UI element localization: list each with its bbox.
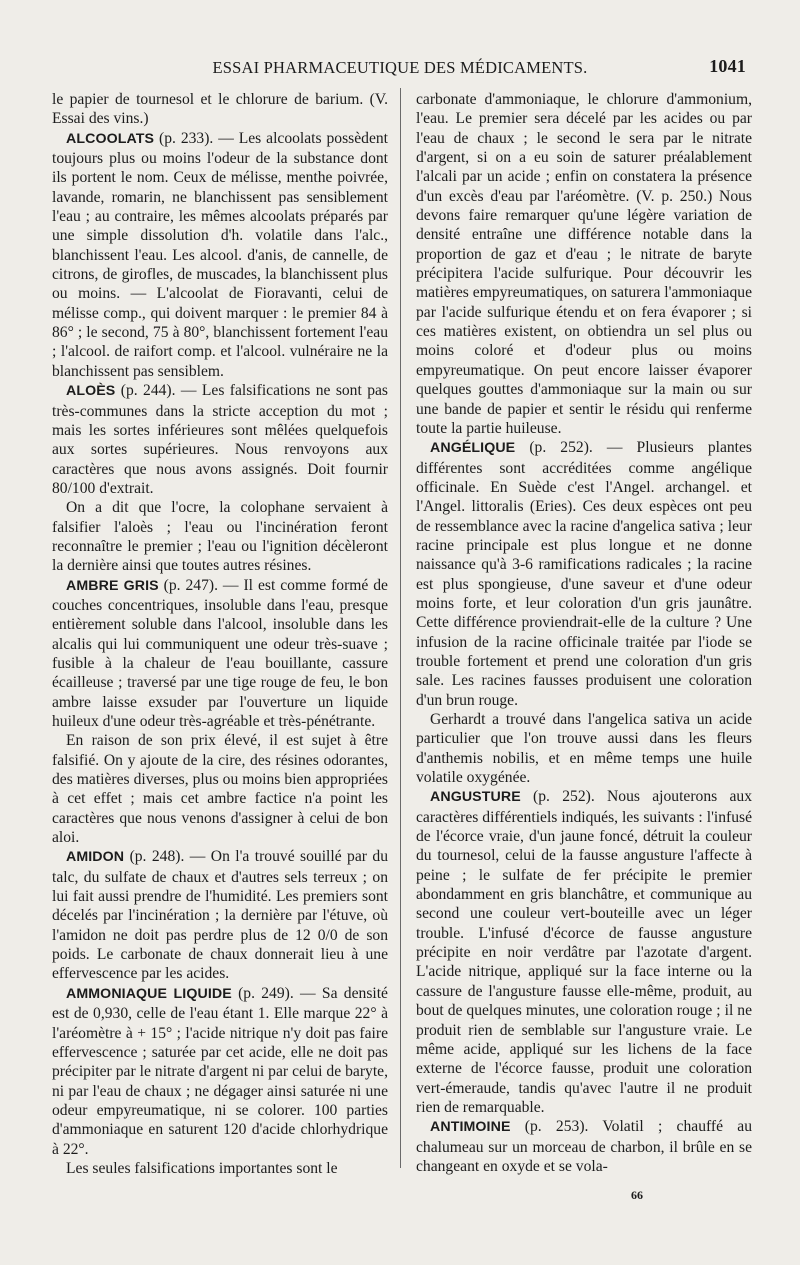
paragraph-text: (p. 252). Nous ajouterons aux caractères différentiels indiqués, les suivants : l'infusé de l'écorce vraie, d'un jaune foncé, détruit la couleur du tournesol, celui de la fausse angusture l'affecte à peine ; le sulfate de fer précipite le premier abondamment en gris blanchâtre, et communique au second une couleur vert-bouteille avec un léger trouble. L'infusé d'écorce de fausse angusture précipite en noir verdâtre par l'azotate d'argent. L'acide nitrique, appliqué sur la face interne ou la cassure de l'angusture fausse elle-même, produit, au bout de quelques minutes, une coloration rouge ; il ne produit rien de semblable sur l'angusture vraie. Le même acide, appliqué sur les lichens de la face externe de l'écorce fausse, produit une coloration vert-émeraude, tandis qu'avec l'autre il ne produit rien de remarquable. (416, 788, 752, 1116)
entry-heading: AMBRE GRIS (66, 577, 159, 594)
paragraph (52, 984, 388, 1159)
entry-heading: AMMONIAQUE LIQUIDE (66, 985, 232, 1002)
paragraph (416, 787, 752, 1117)
entry-heading: ANGUSTURE (430, 789, 521, 806)
page-number: 1041 (709, 56, 746, 76)
entry-heading: ALCOOLATS (66, 130, 155, 147)
paragraph (52, 381, 388, 498)
paragraph (52, 498, 388, 575)
paragraph-text: (p. 249). — Sa densité est de 0,930, celle de l'eau étant 1. Elle marque 22° à l'aréomètre à + 15° ; l'acide nitrique n'y doit pas faire effervescence ; saturée par cet acide, elle ne doit pas précipiter par le nitrate d'argent ni par celui de baryte, ni par l'eau de chaux ; ne dégager ainsi saturée ni une odeur empyreumatique, ni se colorer. 100 parties d'ammoniaque en saturent 120 d'acide chlorhydrique à 22°. (52, 984, 388, 1158)
paragraph (52, 1159, 388, 1178)
paragraph-text: (p. 248). — On l'a trouvé souillé par du talc, du sulfate de chaux et d'autres sels terreux ; on lui fait aussi prendre de l'humidité. Les premiers sont décelés par l'incinération ; la dernière par l'étuve, où l'amidon ne doit pas perdre plus de 12 0/0 de son poids. Le carbonate de chaux donnerait lieu à une effervescence par les acides. (52, 848, 388, 983)
paragraph-text: En raison de son prix élevé, il est sujet à être falsifié. On y ajoute de la cire, des résines odorantes, des matières diverses, plus ou moins bien appropriées à cet effet ; mais cet ambre factice n'a point les caractères que nous venons d'assigner à celui de bon aloi. (52, 732, 388, 847)
paragraph (416, 438, 752, 710)
header-title: ESSAI PHARMACEUTIQUE DES MÉDICAMENTS. (212, 58, 588, 77)
right-column (416, 90, 752, 1176)
paragraph-text: (p. 233). — Les alcoolats possèdent toujours plus ou moins l'odeur de la substance dont ils portent le nom. Ceux de mélisse, menthe poivrée, lavande, romarin, ne blanchissent pas sensiblement l'eau ; au contraire, les mêmes alcoolats préparés par une simple dissolution d'h. volatile dans l'alc., blanchissent l'eau. Les alcool. d'anis, de cannelle, de citrons, de girofles, de muscades, la blanchissent plus ou moins. — L'alcoolat de Fioravanti, celui de mélisse comp., qui doivent marquer : le premier 84 à 86° ; le second, 75 à 80°, blanchissent fortement l'eau ; l'alcool. de raifort comp. et l'alcool. vulnéraire ne la blanchissent pas sensiblem. (52, 129, 388, 380)
paragraph (52, 90, 388, 129)
paragraph-text: (p. 247). — Il est comme formé de couches concentriques, insoluble dans l'eau, presque entièrement soluble dans l'alcool, insoluble dans les alcalis qui lui communiquent une odeur très-suave ; fusible à la chaleur de l'eau bouillante, cassure écailleuse ; traversé par une tige rouge de feu, le bon ambre laisse exsuder par l'ouverture un liquide huileux d'une odeur très-agréable et très-pénétrante. (52, 576, 388, 730)
paragraph-text: On a dit que l'ocre, la colophane servaient à falsifier l'aloès ; l'eau ou l'incinération feront reconnaître le premier ; l'eau ou l'ignition décèleront la dernière ainsi que toutes autres résines. (52, 499, 388, 575)
paragraph-text: carbonate d'ammoniaque, le chlorure d'ammonium, l'eau. Le premier sera décelé par les acides ou par l'eau de chaux ; le second le sera par le nitrate d'argent, si on a eu soin de saturer préalablement l'alcali par un acide ; enfin on constatera la présence d'un excès d'eau par l'aréomètre. (V. p. 250.) Nous devons faire remarquer qu'une légère variation de densité entraîne une différence notable dans la proportion de gaz et d'eau ; le nitrate de baryte précipitera l'acide sulfurique. Pour découvrir les matières empyreumatiques, on saturera l'ammoniaque par l'acide sulfurique étendu et on fera évaporer ; si ces matières existent, on obtiendra un sel plus ou moins coloré et d'odeur plus ou moins empyreumatique. On peut encore laisser évaporer quelques gouttes d'ammoniaque sur la main ou sur une bande de papier et sentir le résidu qui renferme toute la partie huileuse. (416, 91, 752, 437)
signature-mark: 66 (631, 1188, 643, 1202)
paragraph-text: (p. 252). — Plusieurs plantes différentes sont accréditées comme angélique officinale. En Suède c'est l'Angel. archangel. et l'Angel. littoralis (Eries). Ces deux espèces ont peu de ressemblance avec la racine d'angelica sativa ; leur racine principale est plus longue et ne donne naissance qu'à 3-6 ramifications radicales ; la racine est plus spongieuse, d'une saveur et d'une odeur moins forte, et leur coloration d'un gris jaunâtre. Cette différence proviendrait-elle de la culture ? Une infusion de la racine officinale traitée par l'iode se trouble fortement et prend une coloration d'un gris sale. Les racines fausses produisent une coloration d'un brun rouge. (416, 439, 752, 709)
paragraph (416, 710, 752, 787)
paragraph (416, 90, 752, 438)
running-header (48, 58, 752, 82)
paragraph (52, 847, 388, 983)
paragraph (52, 576, 388, 732)
paragraph-text: Gerhardt a trouvé dans l'angelica sativa un acide particulier que l'on trouve aussi dans les fleurs d'anthemis nobilis, et en même temps une huile volatile oxygénée. (416, 711, 752, 787)
paragraph (416, 1117, 752, 1176)
entry-heading: ALOÈS (66, 383, 116, 400)
paragraph-text: le papier de tournesol et le chlorure de barium. (V. Essai des vins.) (52, 91, 388, 128)
paragraph-text: (p. 253). Volatil ; chauffé au chalumeau sur un morceau de charbon, il brûle en se changeant en oxyde et se vola- (416, 1118, 752, 1175)
paragraph-text: Les seules falsifications importantes sont le (66, 1159, 338, 1177)
entry-heading: ANTIMOINE (430, 1119, 511, 1136)
paragraph-text: (p. 244). — Les falsifications ne sont pas très-communes dans la stricte acception du mot ; mais les sortes inférieures sont mêlées quelquefois aux sortes supérieures. Nous renvoyons aux caractères que nous avons assignés. Doit fournir 80/100 d'extrait. (52, 382, 388, 497)
left-column (52, 90, 388, 1178)
column-divider (400, 88, 401, 1168)
entry-heading: AMIDON (66, 849, 125, 866)
entry-heading: ANGÉLIQUE (430, 440, 516, 457)
paragraph (52, 129, 388, 381)
paragraph (52, 731, 388, 847)
